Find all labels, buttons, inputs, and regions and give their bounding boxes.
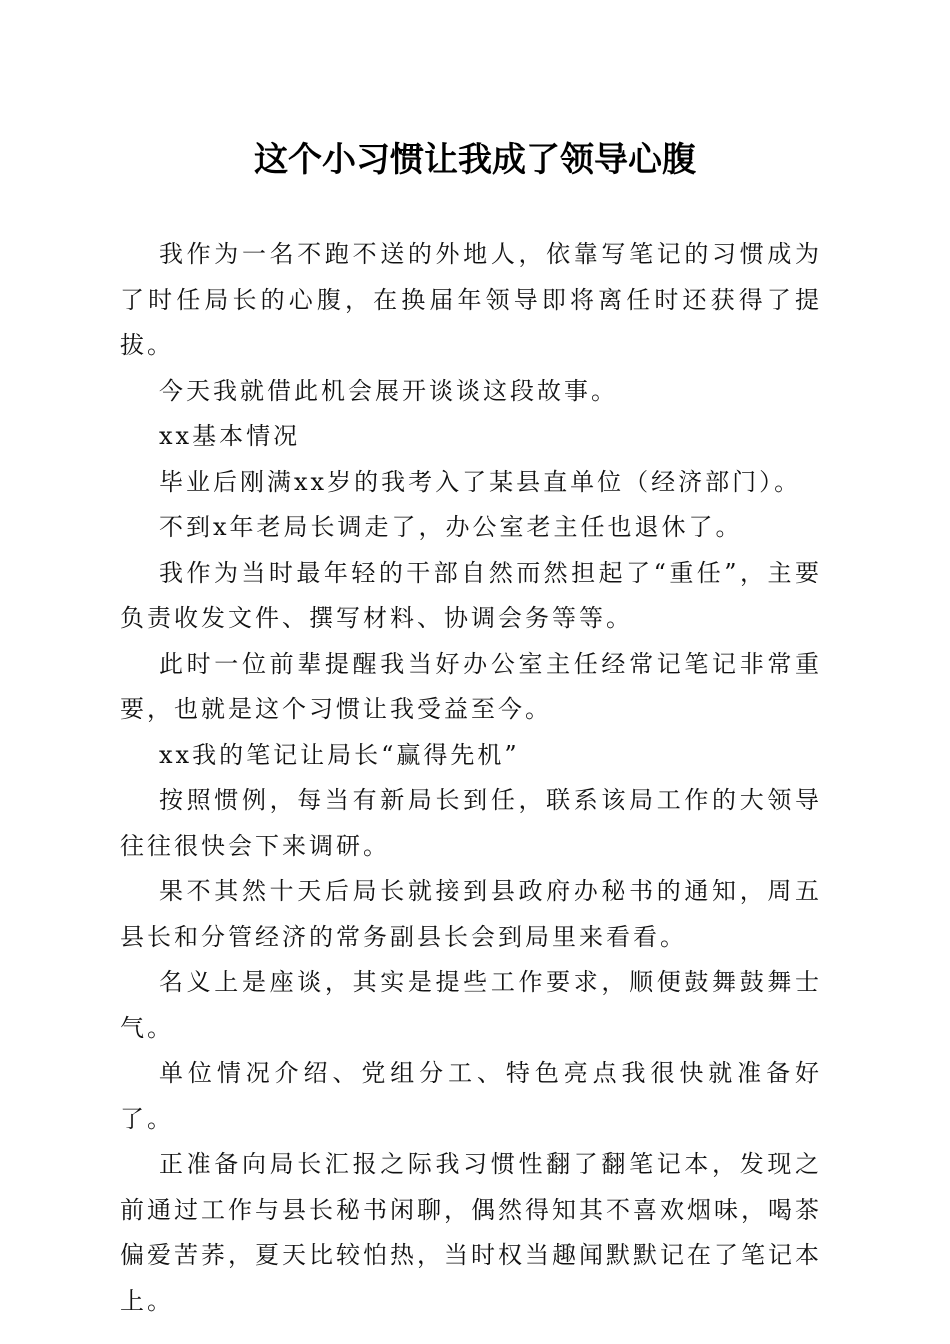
paragraph: 不到x年老局长调走了，办公室老主任也退休了。 [159,513,743,541]
paragraph: 今天我就借此机会展开谈谈这段故事。 [159,376,618,405]
document-title: 这个小习惯让我成了领导心腹 [254,140,696,180]
paragraph: 单位情况介绍、党组分工、特色亮点我很快就准备好了。 [120,1059,822,1133]
paragraph: 名义上是座谈，其实是提些工作要求，顺便鼓舞鼓舞士气。 [120,968,822,1042]
paragraph: 毕业后刚满xx岁的我考入了某县直单位（经济部门）。 [159,467,802,496]
paragraph: 正准备向局长汇报之际我习惯性翻了翻笔记本，发现之前通过工作与县长秘书闲聊，偶然得知其不喜欢烟味，喝茶偏爱苦荞，夏天比较怕热，当时权当趣闻默默记在了笔记本上。 [120,1150,822,1315]
document-body [120,232,822,1324]
paragraph: 此时一位前辈提醒我当好办公室主任经常记笔记非常重要，也就是这个习惯让我受益至今。 [120,649,822,723]
paragraph: 我作为一名不跑不送的外地人，依靠写笔记的习惯成为了时任局长的心腹，在换届年领导即将离任时还获得了提拔。 [120,240,822,359]
section-heading: xx基本情况 [159,422,301,450]
paragraph: 按照惯例，每当有新局长到任，联系该局工作的大领导往往很快会下来调研。 [120,786,822,860]
paragraph: 果不其然十天后局长就接到县政府办秘书的通知，周五县长和分管经济的常务副县长会到局里来看看。 [120,877,822,951]
paragraph: 我作为当时最年轻的干部自然而然担起了“重任”，主要负责收发文件、撰写材料、协调会务等等。 [120,558,822,632]
section-heading: xx我的笔记让局长“赢得先机” [159,740,520,769]
